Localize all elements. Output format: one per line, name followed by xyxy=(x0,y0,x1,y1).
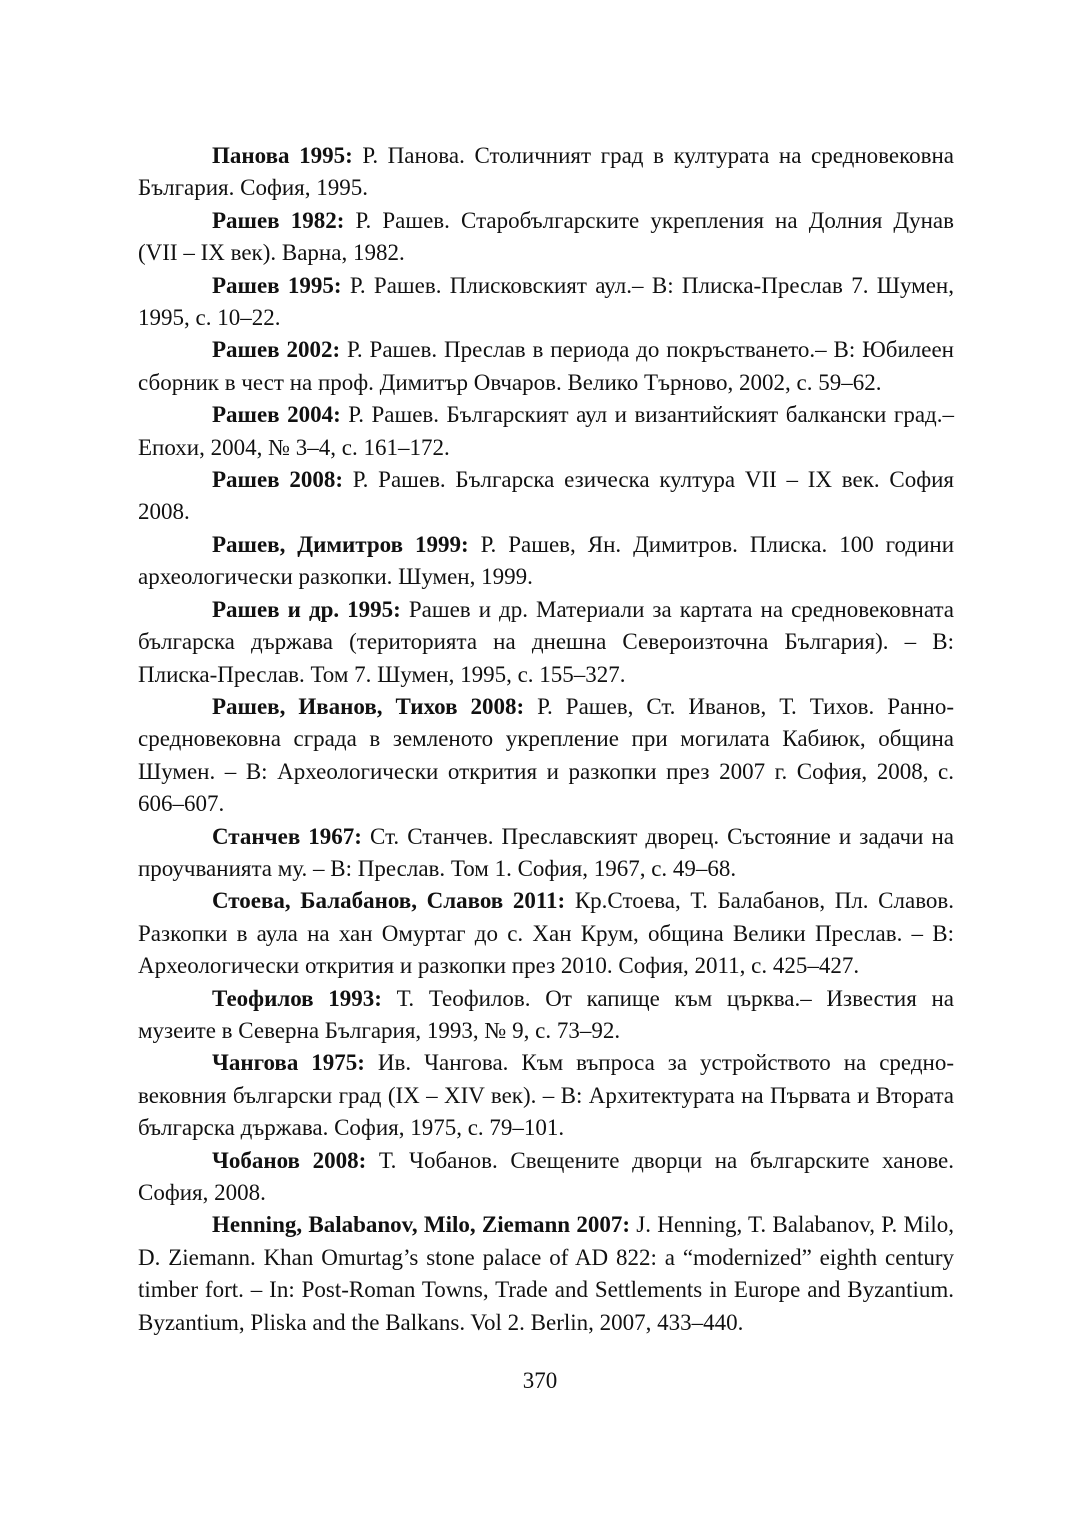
entry-text: Р. Панова. Столичният град в културата на средновековна България. София, 1995. xyxy=(138,143,954,201)
entry-author: Стоева, Балабанов, Славов 2011: xyxy=(212,888,566,914)
entry-author: Рашев 2004: xyxy=(212,402,341,428)
bibliography-entry xyxy=(138,464,954,529)
bibliography-entry xyxy=(138,1145,954,1210)
entry-author: Чангова 1975: xyxy=(212,1050,365,1076)
bibliography-entry xyxy=(138,529,954,594)
bibliography-entry xyxy=(138,270,954,335)
page-number: 370 xyxy=(522,1368,558,1393)
bibliography-entry xyxy=(138,821,954,886)
entry-author: Рашев и др. 1995: xyxy=(212,596,401,622)
bibliography-list xyxy=(138,140,954,1339)
entry-text: Р. Рашев. Преслав в периода до покръстването.– В: Юбилеен сборник в чест на проф. Димитър Овчаров. Велико Търново, 2002, с. 59–62. xyxy=(138,337,954,395)
bibliography-entry xyxy=(138,885,954,982)
entry-author: Чобанов 2008: xyxy=(212,1147,367,1173)
entry-text: Р. Рашев, Ян. Димитров. Плиска. 100 години археологически разкопки. Шумен, 1999. xyxy=(138,531,955,590)
bibliography-entry xyxy=(138,205,954,270)
entry-author: Станчев 1967: xyxy=(212,823,362,849)
entry-text: Рашев и др. Материали за картата на средновековната българска държава (територията на днешна Североизточна България). – В: Плиска-Преслав. Том 7. Шумен, 1995, с. 155–327. xyxy=(138,596,954,687)
entry-text: Р. Рашев, Ст. Иванов, Т. Тихов. Ранно-средновековна сграда в земленото укрепление при могилата Кабиюк, община Шумен. – В: Археологически открития и разкопки през 2007 г. София, 2008, с. 606–607. xyxy=(138,693,954,817)
entry-author: Рашев 2008: xyxy=(212,467,343,493)
entry-text: Ст. Станчев. Преславският дворец. Състояние и задачи на проучванията му. – В: Преслав. Том 1. София, 1967, с. 49–68. xyxy=(138,823,954,881)
bibliography-entry xyxy=(138,399,954,464)
entry-text: Р. Рашев. Старобългарските укрепления на Долния Дунав (VII – IX век). Варна, 1982. xyxy=(138,207,954,266)
entry-author: Рашев 1995: xyxy=(212,272,342,298)
entry-author: Рашев, Димитров 1999: xyxy=(212,531,469,557)
entry-text: Т. Теофилов. От капище към църква.– Известия на музеите в Северна България, 1993, № 9, с. 73–92. xyxy=(138,985,954,1043)
entry-text: Ив. Чангова. Към въпроса за устройството на средно-вековния български град (IX – XIV век). – В: Архитектурата на Първата и Втората българска държава. София, 1975, с. 79–101. xyxy=(138,1050,954,1141)
entry-author: Рашев 1982: xyxy=(212,207,345,233)
entry-text: Р. Рашев. Плисковският аул.– В: Плиска-Преслав 7. Шумен, 1995, с. 10–22. xyxy=(138,272,954,331)
entry-author: Henning, Balabanov, Milo, Ziemann 2007: xyxy=(212,1212,631,1238)
entry-text: J. Henning, T. Balabanov, P. Milo, D. Ziemann. Khan Omurtag’s stone palace of AD 822: a “modernized” eighth century timber fort. – In: Post-Roman Towns, Trade and Settlements in Europe and Byzantium. Byzantium, Pliska and the Balkans. Vol 2. Berlin, 2007, 433–440. xyxy=(138,1212,954,1335)
bibliography-entry xyxy=(138,691,954,821)
entry-text: Кр.Стоева, Т. Балабанов, Пл. Славов. Разкопки в аула на хан Омуртаг до с. Хан Крум, община Велики Преслав. – В: Археологически открития и разкопки през 2010. София, 2011, с. 425–427. xyxy=(138,888,955,979)
bibliography-entry xyxy=(138,1047,954,1144)
bibliography-entry xyxy=(138,334,954,399)
entry-author: Панова 1995: xyxy=(212,143,353,168)
bibliography-entry xyxy=(138,594,954,691)
bibliography-entry xyxy=(138,140,954,205)
entry-text: Р. Рашев. Българска езическа култура VII – IX век. София 2008. xyxy=(138,467,954,525)
entry-author: Рашев 2002: xyxy=(212,337,341,363)
entry-text: Т. Чобанов. Свещените дворци на българските ханове. София, 2008. xyxy=(138,1147,955,1205)
entry-text: Р. Рашев. Българският аул и византийският балкански град.– Епохи, 2004, № 3–4, с. 161–172. xyxy=(138,402,954,460)
entry-author: Рашев, Иванов, Тихов 2008: xyxy=(212,693,525,719)
bibliography-entry xyxy=(138,1209,954,1339)
entry-author: Теофилов 1993: xyxy=(212,985,382,1011)
bibliography-entry xyxy=(138,983,954,1048)
